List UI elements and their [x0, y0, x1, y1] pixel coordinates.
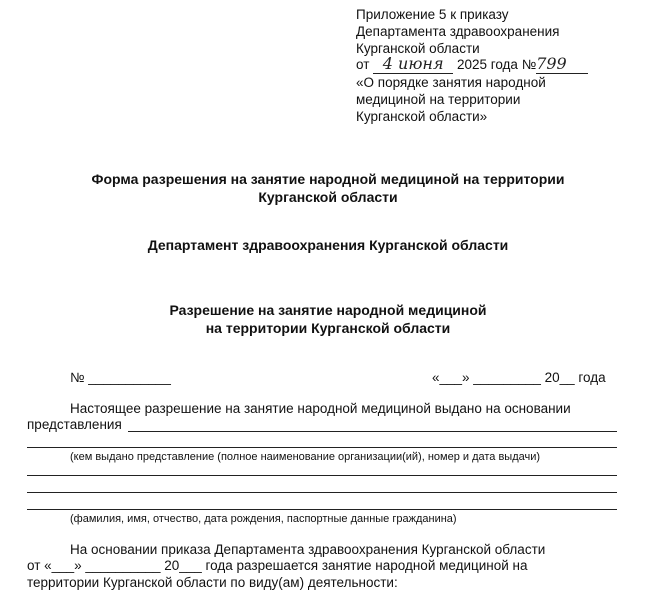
paragraph1-line-2-label: представления	[27, 417, 122, 432]
form-title-line-1: Форма разрешения на занятие народной медициной на территории	[91, 171, 565, 187]
citizen-line-2	[27, 492, 617, 493]
appendix-date-line	[356, 55, 588, 74]
date-prefix: от	[356, 57, 370, 72]
handwritten-date: 4 июня	[382, 54, 444, 73]
paragraph2-line-2: от «___» __________ 20___ года разрешается занятие народной медициной на	[27, 558, 528, 573]
citizen-line-1	[27, 475, 617, 476]
representation-line-2	[27, 447, 617, 448]
appendix-line-2: Департамента здравоохранения	[356, 24, 560, 39]
department-name: Департамент здравоохранения Курганской области	[147, 237, 509, 253]
appendix-line-6: медициной на территории	[356, 92, 521, 107]
caption-citizen: (фамилия, имя, отчество, дата рождения, паспортные данные гражданина)	[70, 513, 457, 525]
appendix-line-5: «О порядке занятия народной	[356, 75, 546, 90]
paragraph1-line-1: Настоящее разрешение на занятие народной медициной выдано на основании	[70, 401, 571, 416]
handwritten-number: 799	[536, 54, 567, 73]
appendix-line-3: Курганской области	[356, 41, 480, 56]
paragraph2-line-1: На основании приказа Департамента здравоохранения Курганской области	[70, 542, 546, 557]
representation-line	[128, 431, 617, 432]
appendix-line-1: Приложение 5 к приказу	[356, 7, 509, 22]
permit-number-field: № ___________	[70, 370, 171, 385]
citizen-line-3	[27, 509, 617, 510]
number-field	[536, 55, 588, 74]
date-field	[373, 55, 453, 74]
appendix-line-7: Курганской области»	[356, 109, 488, 124]
form-title-line-2: Курганской области	[258, 189, 398, 205]
caption-representation: (кем выдано представление (полное наименование организации(ий), номер и дата выдачи)	[70, 451, 541, 463]
paragraph2-line-3: территории Курганской области по виду(ам) деятельности:	[27, 575, 398, 590]
permit-title-line-1: Разрешение на занятие народной медициной	[169, 302, 487, 318]
date-suffix: 2025 года №	[456, 57, 537, 72]
permit-title-line-2: на территории Курганской области	[205, 320, 451, 336]
permit-date-field: «___» _________ 20__ года	[432, 370, 606, 385]
